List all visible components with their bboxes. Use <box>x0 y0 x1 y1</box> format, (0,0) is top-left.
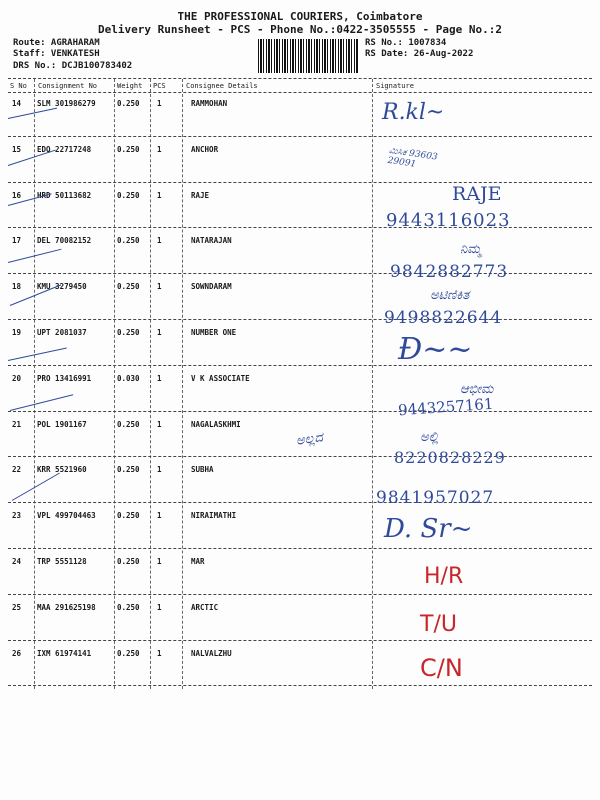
handwritten-status-code: C/N <box>420 654 463 682</box>
pcs-count: 1 <box>157 144 162 154</box>
weight-value: 0.250 <box>117 419 140 429</box>
pcs-count: 1 <box>157 419 162 429</box>
handwritten-phone: 9841957027 <box>376 488 495 508</box>
pcs-count: 1 <box>157 236 162 246</box>
consignment-number: DEL 70082152 <box>37 236 92 246</box>
row-divider <box>8 548 592 549</box>
handwritten-phone: 8220828229 <box>394 448 506 467</box>
weight-value: 0.250 <box>117 236 140 246</box>
weight-value: 0.250 <box>117 602 140 612</box>
serial-number: 18 <box>12 282 22 292</box>
staff-label: Staff: VENKATESH <box>13 49 100 59</box>
row-divider <box>8 182 592 183</box>
handwritten-signature: R.kl~ <box>382 100 445 125</box>
rs-number: RS No.: 1007834 <box>365 38 447 48</box>
serial-number: 22 <box>12 465 22 475</box>
weight-value: 0.250 <box>117 190 140 200</box>
handwritten-phone: 9498822644 <box>384 308 503 328</box>
consignee-name: V K ASSOCIATE <box>191 373 250 383</box>
consignment-number: VPL 499704463 <box>37 511 96 521</box>
pcs-count: 1 <box>157 511 162 521</box>
table-top-rule <box>8 78 592 79</box>
handwritten-phone: 9443116023 <box>386 210 511 231</box>
pcs-count: 1 <box>157 648 162 658</box>
serial-number: 15 <box>12 144 22 154</box>
consignee-name: MAR <box>191 557 205 566</box>
pcs-count: 1 <box>157 557 162 566</box>
consignee-name: SUBHA <box>191 465 214 475</box>
weight-value: 0.250 <box>117 465 140 475</box>
weight-value: 0.250 <box>117 144 140 154</box>
column-header-signature: Signature <box>376 82 414 90</box>
handwritten-status-code: T/U <box>420 612 457 637</box>
column-divider <box>34 79 35 689</box>
consignment-number: TRP 5551128 <box>37 557 87 566</box>
handwritten-status-code: H/R <box>424 564 464 589</box>
consignee-name: NUMBER ONE <box>191 328 237 337</box>
consignment-number: PRO 13416991 <box>37 373 92 383</box>
handwritten-signature: ಮಿಸಿಕ 93603 29091 <box>386 145 439 170</box>
consignee-name: RAMMOHAN <box>191 99 228 108</box>
rs-date: RS Date: 26-Aug-2022 <box>365 49 474 59</box>
consignee-name: NALVALZHU <box>191 648 232 658</box>
row-divider <box>8 640 592 641</box>
consignment-number: IXM 61974141 <box>37 648 92 658</box>
consignment-number: KRR 5521960 <box>37 465 87 475</box>
company-title: THE PROFESSIONAL COURIERS, Coimbatore <box>177 10 423 23</box>
handwritten-name: RAJE <box>452 183 502 205</box>
handwritten-signature: ಆಭೀಮ <box>460 382 494 397</box>
row-divider <box>8 502 592 503</box>
column-header-consignment: Consignment No <box>38 82 98 90</box>
weight-value: 0.250 <box>117 557 140 566</box>
row-divider <box>8 594 592 595</box>
weight-value: 0.250 <box>117 511 140 521</box>
column-divider <box>150 79 151 689</box>
weight-value: 0.250 <box>117 328 140 337</box>
pen-stroke <box>8 348 67 361</box>
column-header-weight: Weight <box>117 82 143 90</box>
handwritten-phone: 9842882773 <box>390 262 509 282</box>
column-header-pcs: PCS <box>153 82 166 90</box>
row-divider <box>8 685 592 686</box>
consignee-name: NAGALASKHMI <box>191 419 241 429</box>
pcs-count: 1 <box>157 99 162 108</box>
consignee-name: ANCHOR <box>191 144 219 154</box>
consignment-number: POL 1901167 <box>37 419 87 429</box>
consignee-name: ARCTIC <box>191 602 219 612</box>
handwritten-signature: ಅಟಿಣಿಕಿತ <box>430 288 470 303</box>
serial-number: 19 <box>12 328 22 337</box>
consignee-name: SOWNDARAM <box>191 282 232 292</box>
weight-value: 0.250 <box>117 648 140 658</box>
route-label: Route: AGRAHARAM <box>13 38 100 48</box>
runsheet-subtitle: Delivery Runsheet - PCS - Phone No.:0422-3505555 - Page No.:2 <box>98 23 502 36</box>
weight-value: 0.250 <box>117 282 140 292</box>
weight-value: 0.030 <box>117 373 140 383</box>
pen-stroke <box>10 394 73 411</box>
row-divider <box>8 319 592 320</box>
column-divider <box>182 79 183 689</box>
drs-label: DRS No.: DCJB100783402 <box>13 61 133 71</box>
serial-number: 26 <box>12 648 22 658</box>
pcs-count: 1 <box>157 373 162 383</box>
table-header-rule <box>8 92 592 93</box>
row-divider <box>8 411 592 412</box>
consignment-number: KMU 3279450 <box>37 282 87 292</box>
consignment-number: HRD 50113682 <box>37 190 92 200</box>
pcs-count: 1 <box>157 282 162 292</box>
serial-number: 14 <box>12 99 22 108</box>
consignee-name: RAJE <box>191 190 210 200</box>
consignee-name: NATARAJAN <box>191 236 232 246</box>
consignment-number: EDQ 22717248 <box>37 144 92 154</box>
serial-number: 20 <box>12 373 22 383</box>
row-divider <box>8 136 592 137</box>
column-divider <box>372 79 373 689</box>
handwritten-signature: ಅಲ್ಲದ <box>295 430 324 449</box>
serial-number: 25 <box>12 602 22 612</box>
row-divider <box>8 365 592 366</box>
pcs-count: 1 <box>157 465 162 475</box>
handwritten-phone: 9443257161 <box>397 394 494 420</box>
serial-number: 24 <box>12 557 22 566</box>
serial-number: 16 <box>12 190 22 200</box>
column-header-consignee: Consignee Details <box>186 82 258 90</box>
serial-number: 23 <box>12 511 22 521</box>
handwritten-signature: ಅಲ್ಲಿ <box>420 430 439 445</box>
pen-stroke <box>12 473 60 501</box>
consignment-number: UPT 2081037 <box>37 328 87 337</box>
handwritten-signature: Ɖ~~ <box>398 332 473 367</box>
barcode <box>258 39 358 73</box>
column-divider <box>114 79 115 689</box>
serial-number: 21 <box>12 419 22 429</box>
serial-number: 17 <box>12 236 22 246</box>
pcs-count: 1 <box>157 328 162 337</box>
weight-value: 0.250 <box>117 99 140 108</box>
consignment-number: MAA 291625198 <box>37 602 96 612</box>
consignment-number: SLM 301986279 <box>37 99 96 108</box>
handwritten-signature: ನಿಮ್ಮ <box>460 242 482 257</box>
consignee-name: NIRAIMATHI <box>191 511 237 521</box>
pcs-count: 1 <box>157 190 162 200</box>
column-header-sno: S No <box>10 82 27 90</box>
pcs-count: 1 <box>157 602 162 612</box>
handwritten-signature: D. Sr~ <box>384 514 473 544</box>
pen-stroke <box>8 108 57 119</box>
